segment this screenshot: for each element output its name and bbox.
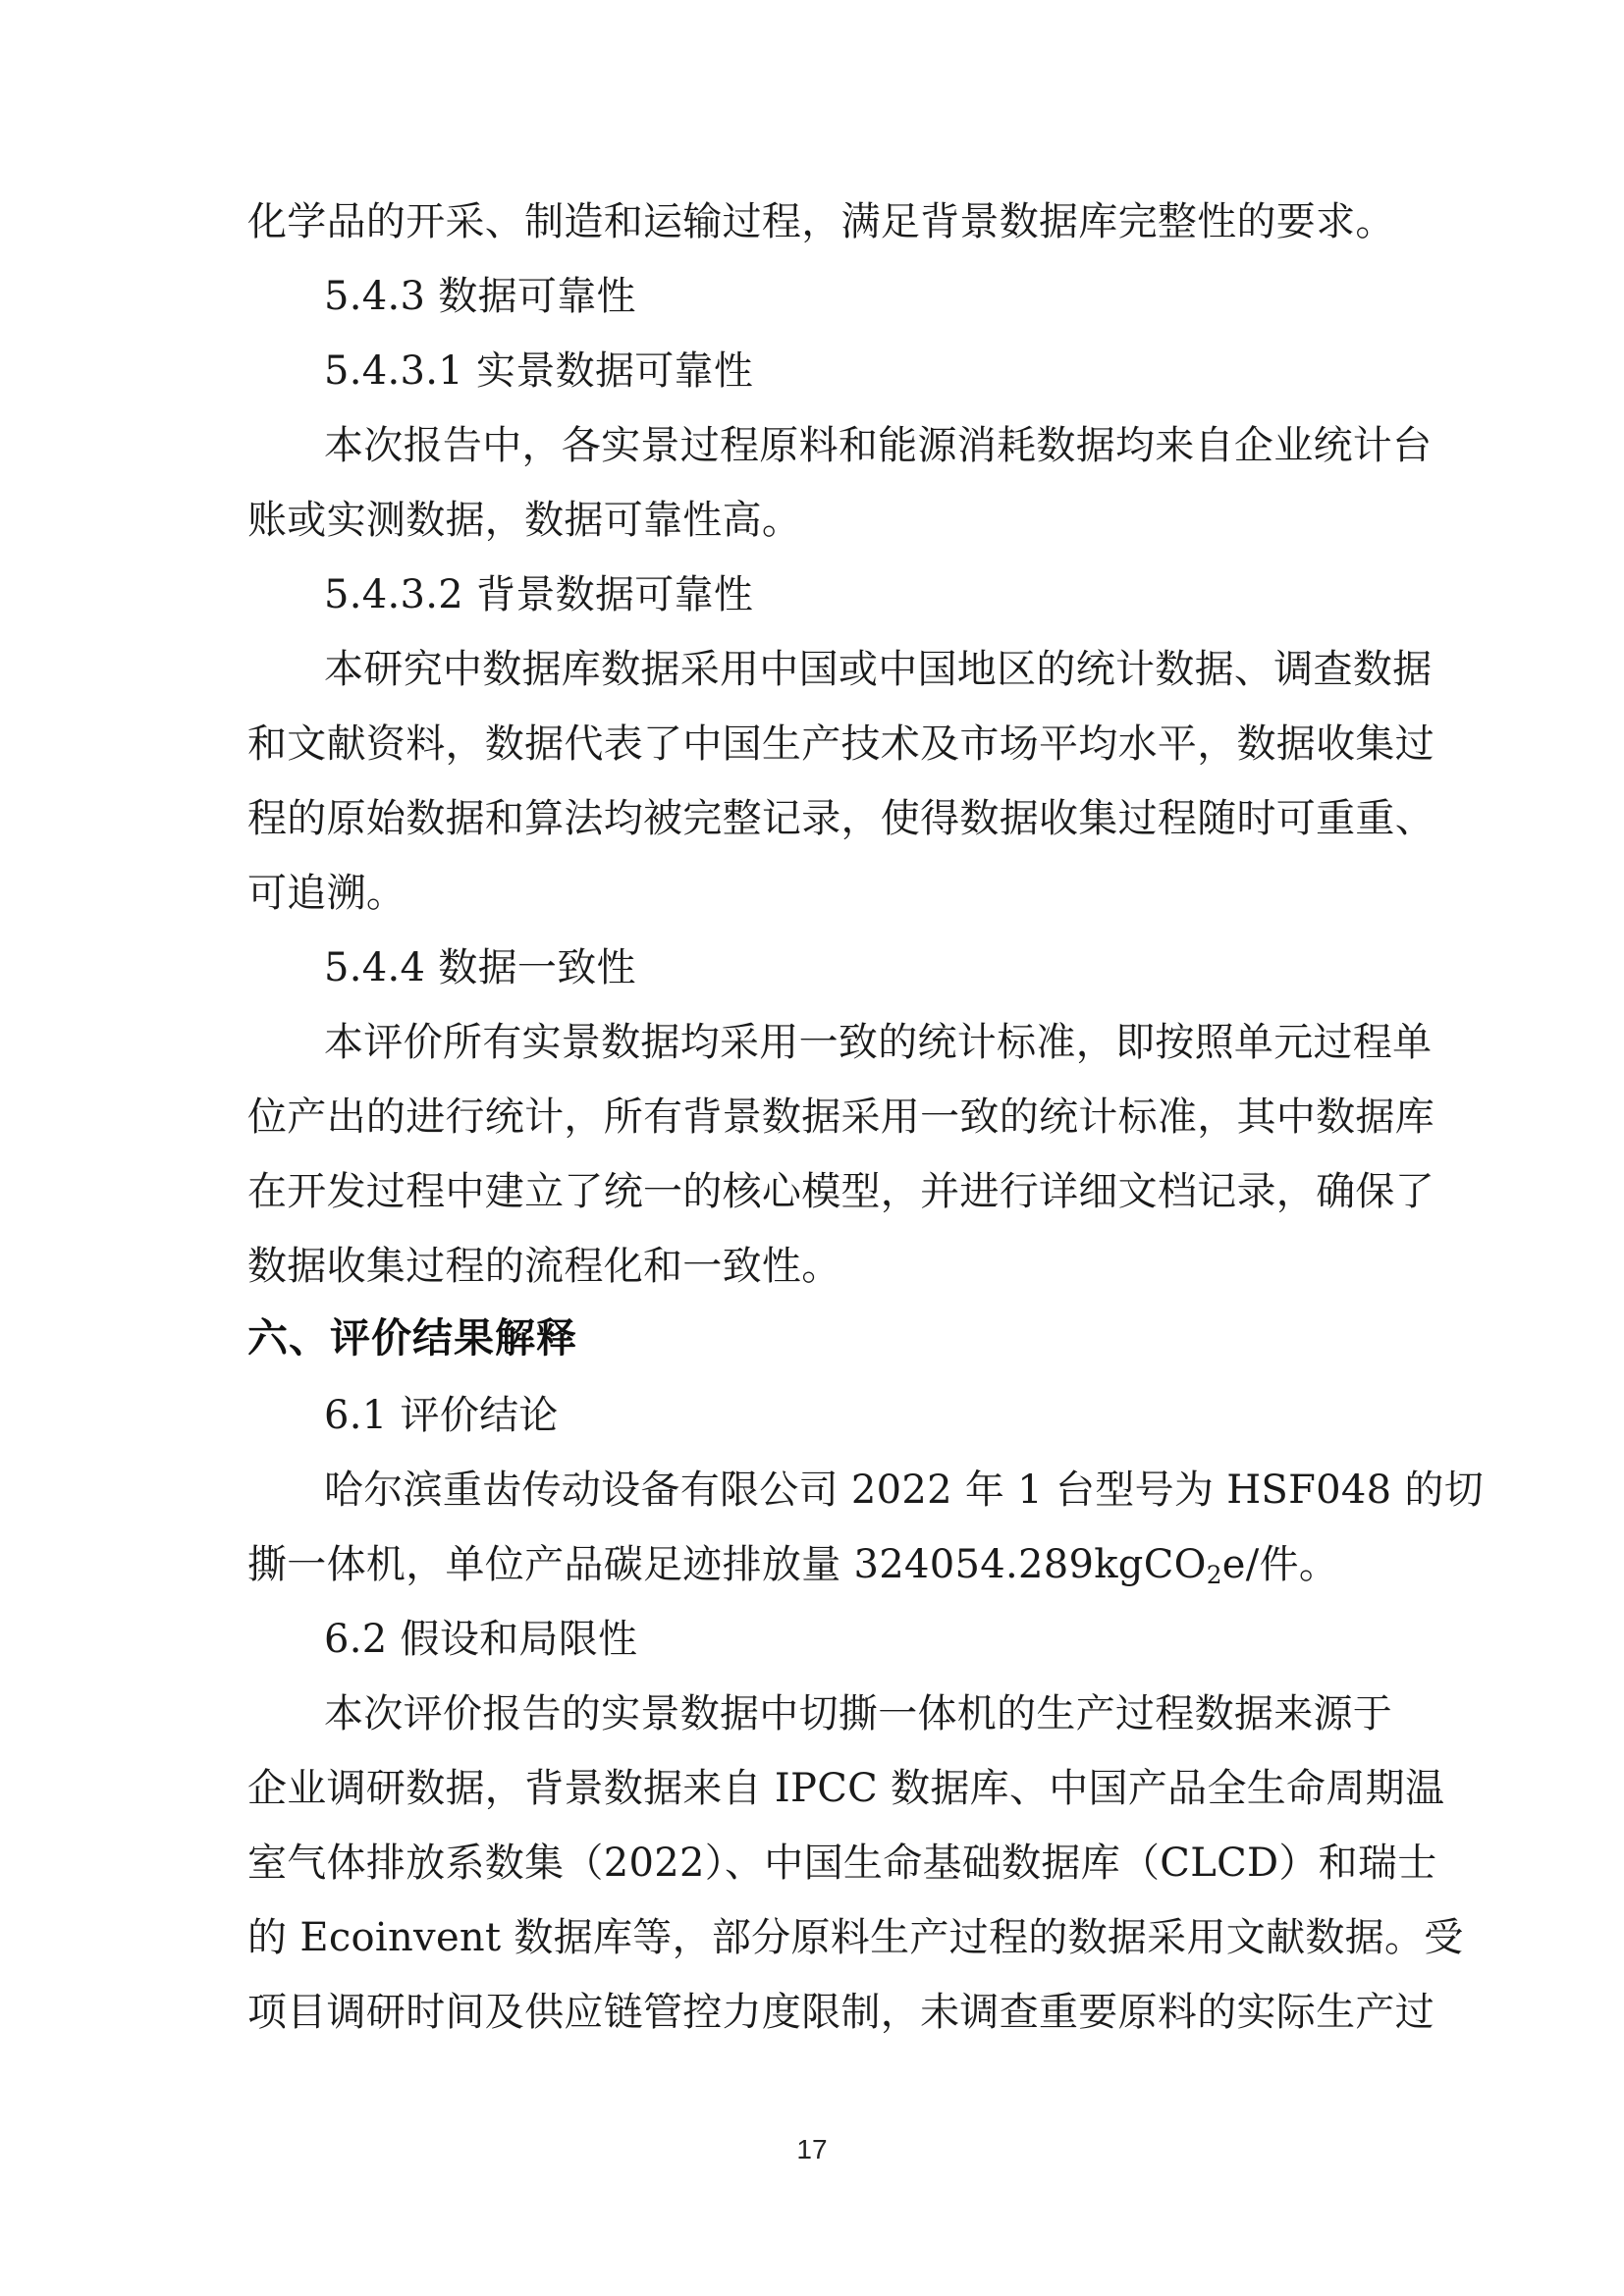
section-heading-5-4-3: 5.4.3 数据可靠性 — [324, 274, 636, 319]
paragraph-line: 数据收集过程的流程化和一致性。 — [247, 1244, 841, 1289]
subscript-text: 2 — [1206, 1561, 1222, 1590]
paragraph-line: 在开发过程中建立了统一的核心模型，并进行详细文档记录，确保了 — [247, 1169, 1435, 1214]
page-number: 17 — [796, 2134, 828, 2164]
chapter-heading-6: 六、评价结果解释 — [247, 1314, 577, 1362]
paragraph-line: 本次评价报告的实景数据中切撕一体机的生产过程数据来源于 — [324, 1691, 1393, 1736]
paragraph-line: 项目调研时间及供应链管控力度限制，未调查重要原料的实际生产过 — [247, 1990, 1435, 2035]
paragraph-line: 本次报告中，各实景过程原料和能源消耗数据均来自企业统计台 — [324, 423, 1433, 468]
paragraph-text: 撕一体机，单位产品碳足迹排放量 324054.289kgCO — [247, 1542, 1207, 1587]
paragraph-text: e/件。 — [1221, 1542, 1339, 1587]
paragraph-line: 位产出的进行统计，所有背景数据采用一致的统计标准，其中数据库 — [247, 1095, 1435, 1140]
paragraph-line: 账或实测数据，数据可靠性高。 — [247, 498, 802, 543]
paragraph-line: 室气体排放系数集（2022）、中国生命基础数据库（CLCD）和瑞士 — [247, 1841, 1437, 1886]
section-heading-6-2: 6.2 假设和局限性 — [324, 1617, 638, 1662]
paragraph-line — [247, 1539, 1338, 1590]
section-heading-6-1: 6.1 评价结论 — [324, 1393, 559, 1438]
paragraph-line: 化学品的开采、制造和运输过程，满足背景数据库完整性的要求。 — [247, 199, 1395, 244]
section-heading-5-4-3-2: 5.4.3.2 背景数据可靠性 — [324, 572, 754, 617]
paragraph-line: 本研究中数据库数据采用中国或中国地区的统计数据、调查数据 — [324, 647, 1433, 692]
paragraph-line: 哈尔滨重齿传动设备有限公司 2022 年 1 台型号为 HSF048 的切 — [324, 1468, 1485, 1513]
section-heading-5-4-4: 5.4.4 数据一致性 — [324, 945, 636, 990]
paragraph-line: 企业调研数据，背景数据来自 IPCC 数据库、中国产品全生命周期温 — [247, 1766, 1445, 1811]
section-heading-5-4-3-1: 5.4.3.1 实景数据可靠性 — [324, 348, 754, 394]
paragraph-line: 可追溯。 — [247, 871, 406, 916]
paragraph-line: 的 Ecoinvent 数据库等，部分原料生产过程的数据采用文献数据。受 — [247, 1915, 1464, 1960]
paragraph-line: 本评价所有实景数据均采用一致的统计标准，即按照单元过程单 — [324, 1020, 1433, 1065]
paragraph-line: 和文献资料，数据代表了中国生产技术及市场平均水平，数据收集过 — [247, 721, 1435, 767]
paragraph-line: 程的原始数据和算法均被完整记录，使得数据收集过程随时可重重、 — [247, 796, 1435, 841]
